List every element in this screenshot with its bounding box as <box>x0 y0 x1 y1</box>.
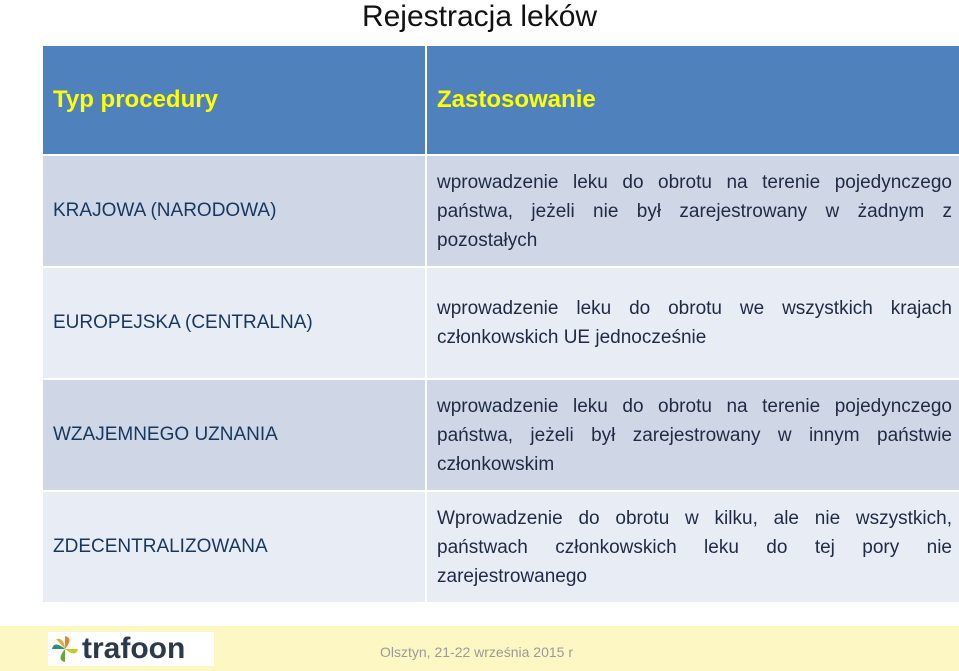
procedure-application: wprowadzenie leku do obrotu na terenie pojedynczego państwa, jeżeli nie był zarejestrowany w żadnym z pozostałych <box>426 155 959 267</box>
procedure-name: EUROPEJSKA (CENTRALNA) <box>42 267 426 379</box>
procedure-name: ZDECENTRALIZOWANA <box>42 491 426 603</box>
procedure-name: KRAJOWA (NARODOWA) <box>42 155 426 267</box>
header-procedure-type: Typ procedury <box>42 45 426 155</box>
table-row <box>42 155 959 267</box>
footer-bar <box>0 626 959 671</box>
logo-text: trafoon <box>82 632 186 665</box>
procedure-application: wprowadzenie leku do obrotu we wszystkich krajach członkowskich UE jednocześnie <box>426 267 959 379</box>
table-row <box>42 491 959 603</box>
event-date-place: Olsztyn, 21-22 września 2015 r <box>380 644 573 660</box>
table-header-row <box>42 45 959 155</box>
header-application: Zastosowanie <box>426 45 959 155</box>
pinwheel-icon <box>50 634 80 664</box>
trafoon-logo <box>48 632 214 666</box>
table-row <box>42 379 959 491</box>
table-row <box>42 267 959 379</box>
procedures-table <box>41 44 959 604</box>
procedure-application: Wprowadzenie do obrotu w kilku, ale nie wszystkich, państwach członkowskich leku do tej pory nie zarejestrowanego <box>426 491 959 603</box>
procedure-application: wprowadzenie leku do obrotu na terenie pojedynczego państwa, jeżeli był zarejestrowany w innym państwie członkowskim <box>426 379 959 491</box>
procedure-name: WZAJEMNEGO UZNANIA <box>42 379 426 491</box>
page-title: Rejestracja leków <box>361 0 598 33</box>
